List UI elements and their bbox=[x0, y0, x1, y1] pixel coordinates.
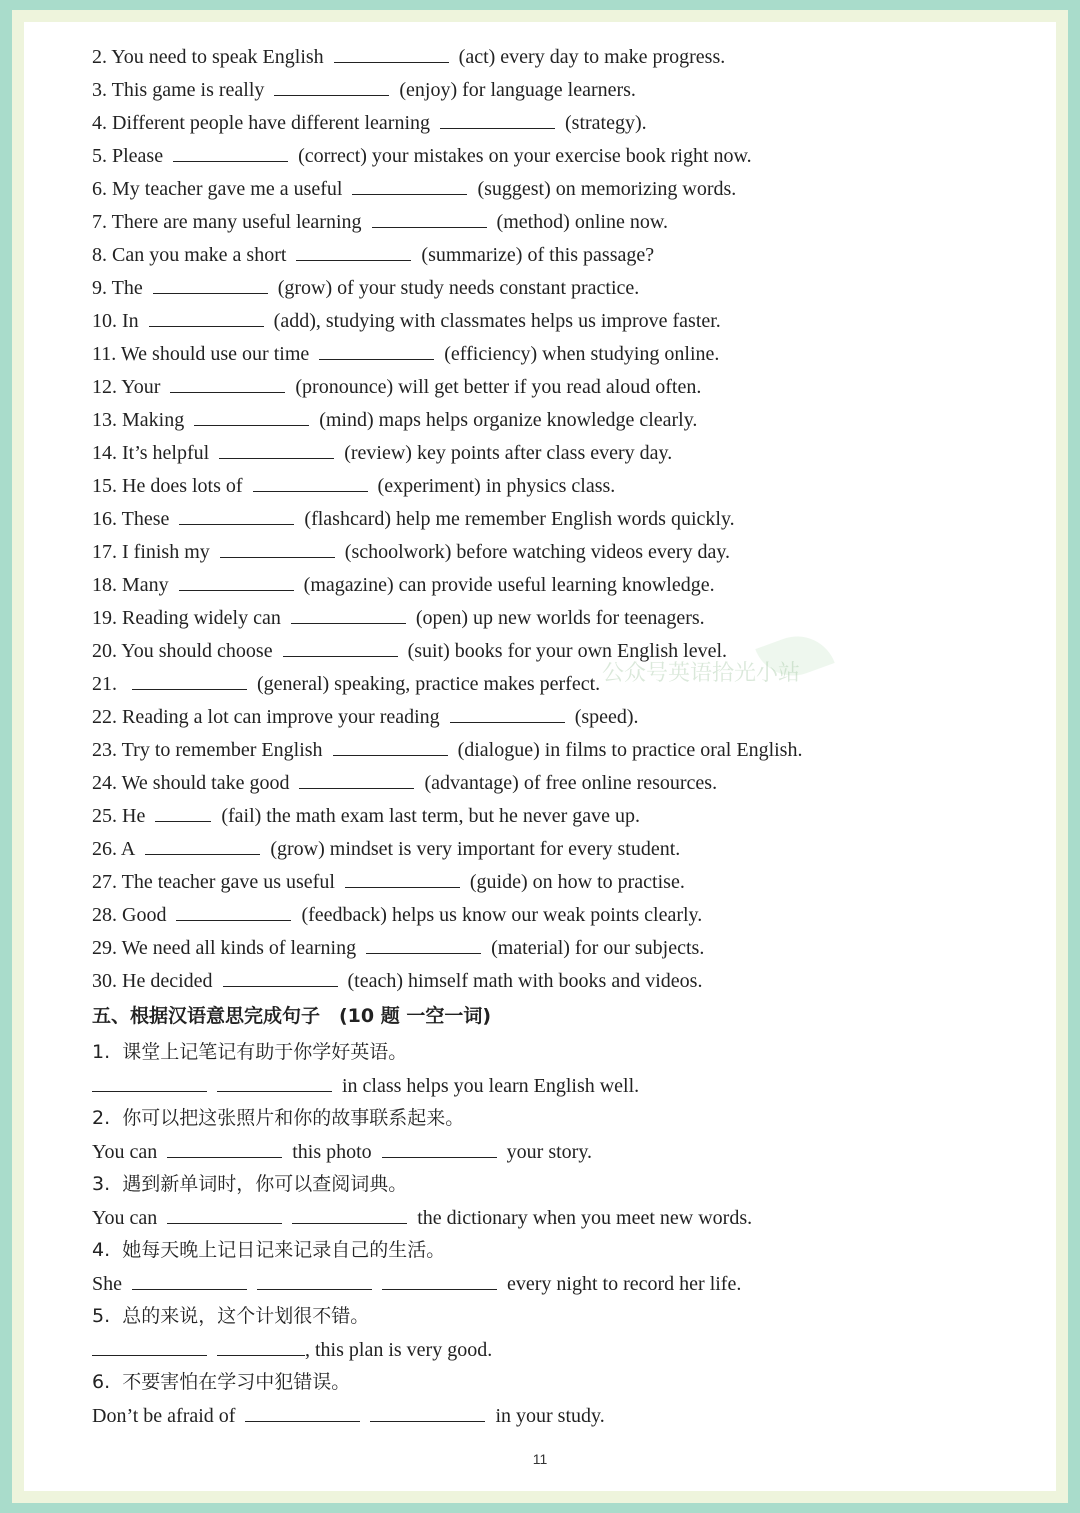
answer-blank[interactable] bbox=[194, 409, 309, 426]
answer-blank[interactable] bbox=[132, 673, 247, 690]
exercise-item: 30. He decided (teach) himself math with books and videos. bbox=[92, 970, 703, 992]
answer-blank[interactable] bbox=[299, 772, 414, 789]
answer-blank[interactable] bbox=[223, 970, 338, 987]
answer-blank[interactable] bbox=[167, 1141, 282, 1158]
answer-blank[interactable] bbox=[179, 574, 294, 591]
answer-blank[interactable] bbox=[292, 1207, 407, 1224]
watermark: 公众号英语拾光小站 bbox=[602, 661, 801, 686]
answer-blank[interactable] bbox=[173, 145, 288, 162]
answer-blank[interactable] bbox=[155, 805, 211, 822]
translation-answer: You can the dictionary when you meet new words. bbox=[92, 1207, 753, 1229]
answer-blank[interactable] bbox=[92, 1339, 207, 1356]
exercise-item: 5. Please (correct) your mistakes on your exercise book right now. bbox=[92, 145, 752, 167]
answer-blank[interactable] bbox=[170, 376, 285, 393]
answer-blank[interactable] bbox=[366, 937, 481, 954]
exercise-item: 26. A (grow) mindset is very important for every student. bbox=[92, 838, 681, 860]
answer-blank[interactable] bbox=[217, 1339, 305, 1356]
exercise-item: 14. It’s helpful (review) key points after class every day. bbox=[92, 442, 673, 464]
exercise-item: 15. He does lots of (experiment) in physics class. bbox=[92, 475, 616, 497]
answer-blank[interactable] bbox=[440, 112, 555, 129]
answer-blank[interactable] bbox=[296, 244, 411, 261]
answer-blank[interactable] bbox=[167, 1207, 282, 1224]
answer-blank[interactable] bbox=[319, 343, 434, 360]
answer-blank[interactable] bbox=[245, 1405, 360, 1422]
exercise-item: 24. We should take good (advantage) of free online resources. bbox=[92, 772, 718, 794]
exercise-item: 10. In (add), studying with classmates helps us improve faster. bbox=[92, 310, 721, 332]
section-title: 五、根据汉语意思完成句子 (10 题 一空一词) bbox=[92, 1005, 492, 1027]
exercise-item: 29. We need all kinds of learning (material) for our subjects. bbox=[92, 937, 705, 959]
exercise-item: 7. There are many useful learning (method) online now. bbox=[92, 211, 668, 233]
exercise-item: 12. Your (pronounce) will get better if you read aloud often. bbox=[92, 376, 702, 398]
answer-blank[interactable] bbox=[352, 178, 467, 195]
exercise-item: 4. Different people have different learning (strategy). bbox=[92, 112, 647, 134]
answer-blank[interactable] bbox=[370, 1405, 485, 1422]
answer-blank[interactable] bbox=[179, 508, 294, 525]
translation-answer: She every night to record her life. bbox=[92, 1273, 742, 1295]
answer-blank[interactable] bbox=[334, 46, 449, 63]
exercise-item: 27. The teacher gave us useful (guide) on how to practise. bbox=[92, 871, 685, 893]
translation-answer: in class helps you learn English well. bbox=[92, 1074, 639, 1098]
answer-blank[interactable] bbox=[257, 1273, 372, 1290]
exercise-item: 17. I finish my (schoolwork) before watching videos every day. bbox=[92, 541, 731, 563]
translation-prompt: 4. 她每天晚上记日记来记录自己的生活。 bbox=[92, 1239, 446, 1261]
translation-answer: You can this photo your story. bbox=[92, 1141, 593, 1163]
answer-blank[interactable] bbox=[149, 310, 264, 327]
answer-blank[interactable] bbox=[217, 1075, 332, 1092]
answer-blank[interactable] bbox=[219, 442, 334, 459]
exercise-item: 21. (general) speaking, practice makes perfect. bbox=[92, 673, 601, 695]
page-number: 11 bbox=[532, 1451, 548, 1467]
answer-blank[interactable] bbox=[283, 640, 398, 657]
exercise-item: 6. My teacher gave me a useful (suggest) on memorizing words. bbox=[92, 178, 737, 200]
translation-prompt: 6. 不要害怕在学习中犯错误。 bbox=[92, 1371, 351, 1393]
translation-prompt: 3. 遇到新单词时，你可以查阅词典。 bbox=[92, 1173, 408, 1195]
translation-answer: Don’t be afraid of in your study. bbox=[92, 1405, 605, 1427]
answer-blank[interactable] bbox=[382, 1141, 497, 1158]
answer-blank[interactable] bbox=[274, 79, 389, 96]
translation-prompt: 2. 你可以把这张照片和你的故事联系起来。 bbox=[92, 1107, 465, 1129]
exercise-item: 20. You should choose (suit) books for your own English level. bbox=[92, 640, 727, 662]
translation-prompt: 1. 课堂上记笔记有助于你学好英语。 bbox=[92, 1041, 408, 1063]
exercise-item: 22. Reading a lot can improve your reading (speed). bbox=[92, 706, 639, 728]
answer-blank[interactable] bbox=[145, 838, 260, 855]
exercise-item: 23. Try to remember English (dialogue) in films to practice oral English. bbox=[92, 739, 803, 761]
answer-blank[interactable] bbox=[253, 475, 368, 492]
translation-prompt: 5. 总的来说，这个计划很不错。 bbox=[92, 1305, 370, 1327]
answer-blank[interactable] bbox=[372, 211, 487, 228]
exercise-item: 11. We should use our time (efficiency) when studying online. bbox=[92, 343, 720, 365]
answer-blank[interactable] bbox=[153, 277, 268, 294]
answer-blank[interactable] bbox=[291, 607, 406, 624]
exercise-item: 19. Reading widely can (open) up new worlds for teenagers. bbox=[92, 607, 705, 629]
answer-blank[interactable] bbox=[92, 1075, 207, 1092]
exercise-item: 13. Making (mind) maps helps organize knowledge clearly. bbox=[92, 409, 698, 431]
answer-blank[interactable] bbox=[333, 739, 448, 756]
answer-blank[interactable] bbox=[220, 541, 335, 558]
exercise-item: 2. You need to speak English (act) every day to make progress. bbox=[92, 46, 726, 68]
answer-blank[interactable] bbox=[382, 1273, 497, 1290]
exercise-item: 18. Many (magazine) can provide useful learning knowledge. bbox=[92, 574, 715, 596]
answer-blank[interactable] bbox=[345, 871, 460, 888]
answer-blank[interactable] bbox=[176, 904, 291, 921]
exercise-item: 3. This game is really (enjoy) for language learners. bbox=[92, 79, 636, 101]
translation-answer: , this plan is very good. bbox=[92, 1338, 492, 1362]
exercise-item: 25. He (fail) the math exam last term, but he never gave up. bbox=[92, 805, 641, 827]
exercise-item: 28. Good (feedback) helps us know our weak points clearly. bbox=[92, 904, 703, 926]
exercise-item: 9. The (grow) of your study needs constant practice. bbox=[92, 277, 640, 299]
answer-blank[interactable] bbox=[132, 1273, 247, 1290]
exercise-item: 8. Can you make a short (summarize) of this passage? bbox=[92, 244, 655, 266]
exercise-item: 16. These (flashcard) help me remember English words quickly. bbox=[92, 508, 735, 530]
answer-blank[interactable] bbox=[450, 706, 565, 723]
